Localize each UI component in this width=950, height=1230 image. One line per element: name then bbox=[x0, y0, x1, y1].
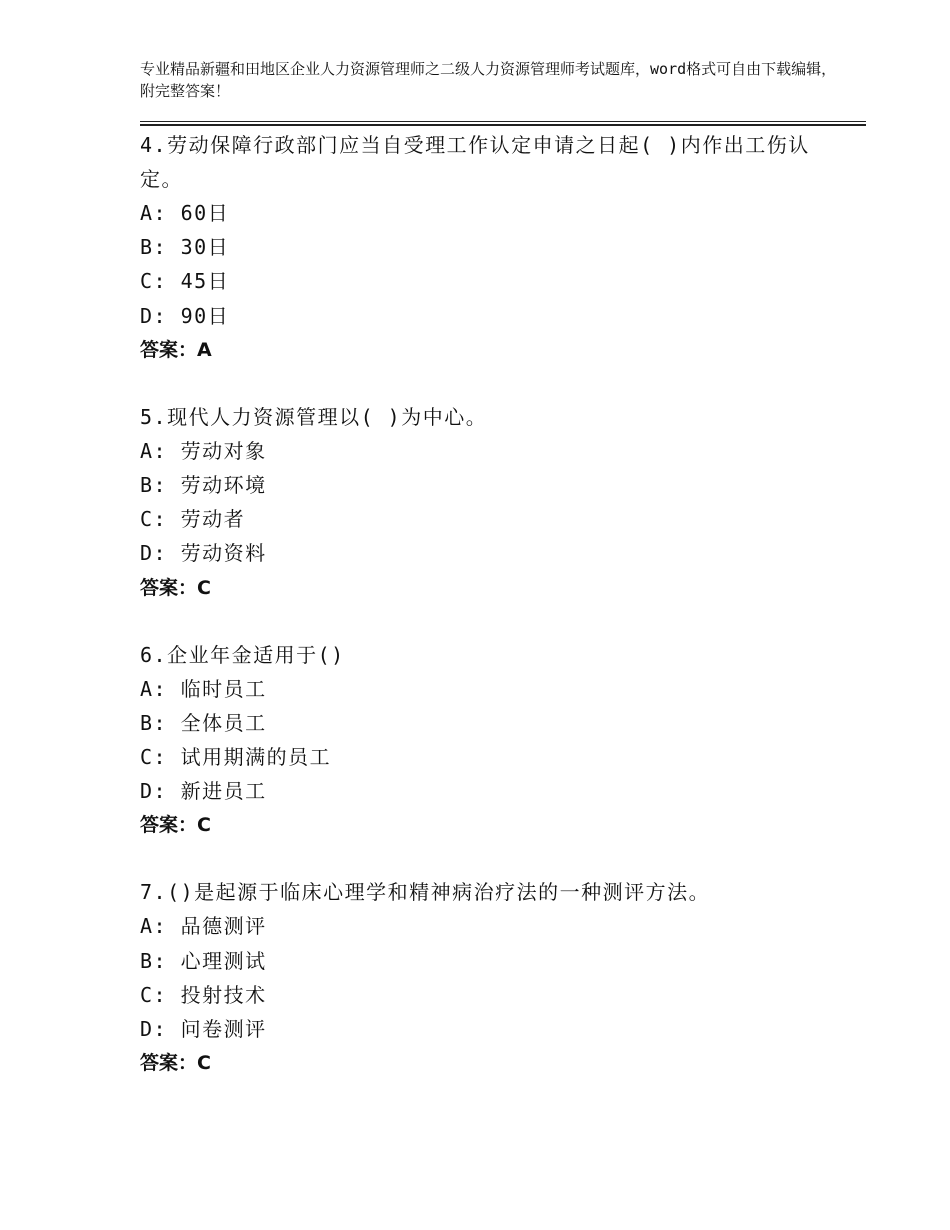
option-b: B: 心理测试 bbox=[140, 948, 267, 973]
option-c: C: 劳动者 bbox=[140, 507, 246, 532]
answer-label: 答案：C bbox=[140, 576, 211, 599]
option-d: D: 问卷测评 bbox=[140, 1017, 267, 1042]
header-divider-thick bbox=[140, 124, 866, 126]
answer-label: 答案：C bbox=[140, 1052, 211, 1075]
question-stem: 5.现代人力资源管理以( )为中心。 bbox=[140, 404, 488, 429]
option-d: D: 劳动资料 bbox=[140, 541, 267, 566]
question-stem: 6.企业年金适用于() bbox=[140, 642, 345, 667]
question-stem: 7.()是起源于临床心理学和精神病治疗法的一种测评方法。 bbox=[140, 880, 711, 905]
answer-label: 答案：A bbox=[140, 338, 212, 361]
option-c: C: 试用期满的员工 bbox=[140, 745, 332, 770]
option-b: B: 劳动环境 bbox=[140, 473, 267, 498]
option-a: A: 临时员工 bbox=[140, 676, 267, 701]
answer-label: 答案：C bbox=[140, 814, 211, 837]
option-d: D: 新进员工 bbox=[140, 779, 267, 804]
option-a: A: 品德测评 bbox=[140, 914, 267, 939]
option-a: A: 劳动对象 bbox=[140, 438, 267, 463]
option-c: C: 45日 bbox=[140, 269, 230, 294]
option-c: C: 投射技术 bbox=[140, 982, 267, 1007]
option-d: D: 90日 bbox=[140, 303, 230, 328]
question-5 bbox=[140, 400, 840, 605]
header-divider-thin bbox=[140, 121, 866, 122]
option-b: B: 30日 bbox=[140, 235, 230, 260]
question-stem: 4.劳动保障行政部门应当自受理工作认定申请之日起( )内作出工伤认定。 bbox=[140, 133, 810, 191]
question-list bbox=[140, 128, 840, 1113]
question-7 bbox=[140, 875, 840, 1080]
document-header: 专业精品新疆和田地区企业人力资源管理师之二级人力资源管理师考试题库，word格式可自由下载编辑，附完整答案！ bbox=[140, 60, 837, 100]
option-b: B: 全体员工 bbox=[140, 710, 267, 735]
option-a: A: 60日 bbox=[140, 201, 230, 225]
question-6 bbox=[140, 638, 840, 843]
question-4 bbox=[140, 128, 840, 367]
